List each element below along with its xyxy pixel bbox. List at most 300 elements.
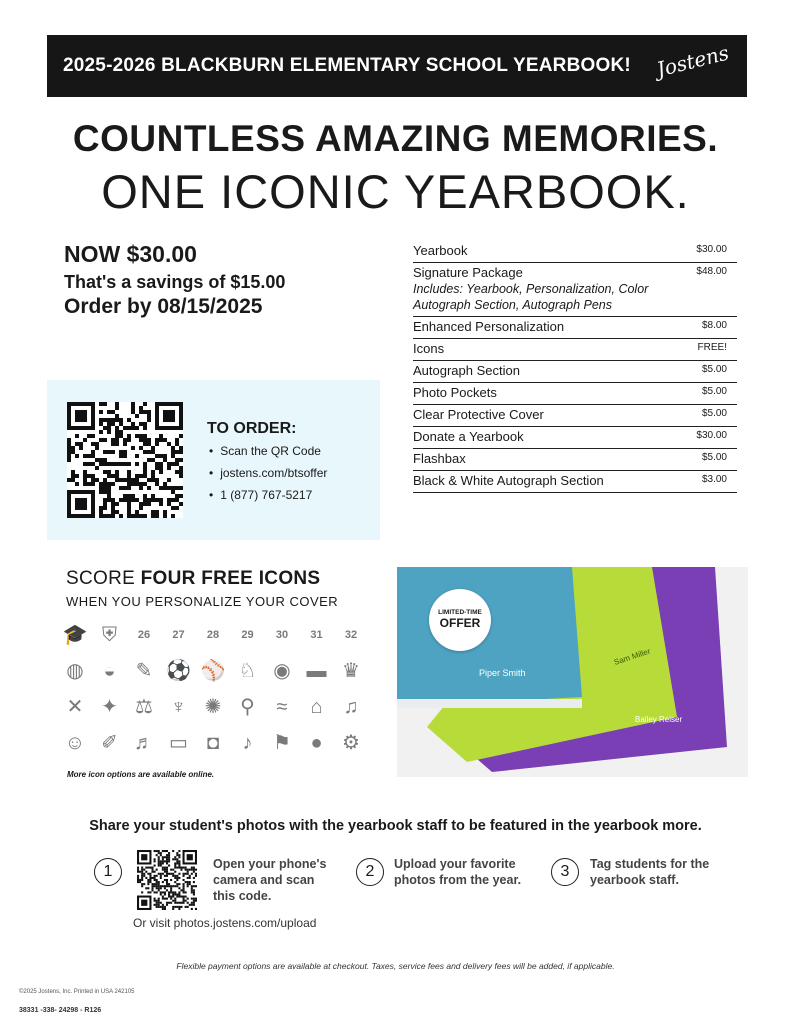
atv-icon: ⚙ <box>342 732 360 754</box>
qr-module <box>187 869 189 871</box>
qr-module <box>166 856 168 858</box>
qr-module <box>71 470 75 474</box>
qr-module <box>115 430 119 434</box>
order-qr-code[interactable] <box>67 402 183 518</box>
qr-module <box>87 454 91 458</box>
qr-module <box>95 466 99 470</box>
qr-module <box>162 881 164 883</box>
qr-module <box>159 462 163 466</box>
qr-module <box>131 482 135 486</box>
qr-module <box>185 867 187 869</box>
qr-module <box>170 898 172 900</box>
qr-module <box>127 434 131 438</box>
qr-module <box>163 458 167 462</box>
qr-module <box>91 450 95 454</box>
qr-module <box>180 896 182 898</box>
qr-module <box>164 867 166 869</box>
qr-module <box>135 514 139 518</box>
qr-module <box>176 854 178 856</box>
qr-module <box>147 478 151 482</box>
qr-module <box>187 883 189 885</box>
qr-module <box>87 482 91 486</box>
qr-module <box>141 885 143 887</box>
qr-module <box>162 862 164 864</box>
qr-module <box>168 896 170 898</box>
header-bar <box>47 35 747 97</box>
qr-module <box>187 854 193 860</box>
qr-module <box>195 908 197 910</box>
qr-module <box>91 434 95 438</box>
qr-module <box>79 446 83 450</box>
qr-module <box>185 891 187 893</box>
qr-module <box>185 906 187 908</box>
headline-primary: COUNTLESS AMAZING MEMORIES. <box>72 118 719 159</box>
step-3-text: Tag students for the yearbook staff. <box>590 857 710 887</box>
qr-module <box>99 482 103 486</box>
qr-module <box>171 498 175 502</box>
qr-module <box>143 494 147 498</box>
qr-module <box>155 514 159 518</box>
year-2031-icon: 31 <box>310 629 323 641</box>
qr-module <box>189 875 191 877</box>
qr-module <box>111 450 115 454</box>
price-row <box>413 427 737 449</box>
qr-module <box>160 860 162 862</box>
qr-module <box>160 873 162 875</box>
qr-module <box>99 418 103 422</box>
qr-module <box>135 482 139 486</box>
step-3-number: 3 <box>551 858 579 886</box>
qr-module <box>164 875 166 877</box>
qr-module <box>151 446 155 450</box>
camera-icon: ◘ <box>206 732 220 754</box>
qr-module <box>147 450 151 454</box>
qr-module <box>163 482 167 486</box>
qr-module <box>174 900 176 902</box>
icons-title-regular: SCORE <box>66 568 141 589</box>
upload-url[interactable]: Or visit photos.jostens.com/upload <box>133 916 317 930</box>
qr-module <box>164 906 166 908</box>
qr-module <box>154 858 156 860</box>
qr-module <box>127 418 131 422</box>
qr-module <box>154 900 156 902</box>
qr-module <box>141 877 143 879</box>
qr-module <box>158 883 160 885</box>
qr-module <box>155 466 159 470</box>
qr-module <box>99 422 103 426</box>
qr-module <box>187 873 189 875</box>
qr-module <box>158 906 160 908</box>
qr-module <box>176 885 178 887</box>
qr-module <box>107 422 111 426</box>
order-method-website[interactable]: • jostens.com/btsoffer <box>209 466 327 488</box>
qr-module <box>127 478 131 482</box>
qr-module <box>91 478 95 482</box>
qr-module <box>149 867 151 869</box>
qr-module <box>141 875 143 877</box>
qr-module <box>127 494 131 498</box>
qr-module <box>107 426 111 430</box>
price-item-price: $3.00 <box>701 474 727 485</box>
qr-module <box>149 891 151 893</box>
qr-module <box>175 462 179 466</box>
qr-module <box>127 510 131 514</box>
qr-module <box>159 502 163 506</box>
qr-module <box>159 438 163 442</box>
qr-module <box>141 871 143 873</box>
qr-module <box>176 877 178 879</box>
qr-module <box>151 474 155 478</box>
dumbbell-icon: ⚖ <box>135 696 153 718</box>
qr-module <box>107 430 111 434</box>
qr-module <box>119 430 123 434</box>
qr-module <box>185 873 187 875</box>
qr-module <box>158 900 160 902</box>
price-item-price: $48.00 <box>696 266 727 277</box>
year-2030-icon: 30 <box>275 629 289 641</box>
qr-module <box>160 862 162 864</box>
qr-module <box>149 877 151 879</box>
price-item-label: Signature Package <box>413 265 523 280</box>
qr-module <box>178 864 180 866</box>
book-name-2: Sam Miller <box>612 646 652 667</box>
qr-module <box>171 462 175 466</box>
qr-module <box>174 893 176 895</box>
qr-module <box>115 478 119 482</box>
qr-module <box>163 454 167 458</box>
qr-module <box>187 877 189 879</box>
qr-module <box>131 422 135 426</box>
paint-palette-icon: ✎ <box>135 660 153 682</box>
qr-module <box>166 885 168 887</box>
qr-module <box>79 442 83 446</box>
qr-module <box>115 474 119 478</box>
qr-module <box>167 498 171 502</box>
qr-module <box>178 867 180 869</box>
qr-module <box>171 506 175 510</box>
qr-module <box>107 514 111 518</box>
qr-module <box>180 906 182 908</box>
qr-module <box>139 514 143 518</box>
qr-module <box>164 893 166 895</box>
basketball-icon: ◍ <box>66 660 84 682</box>
qr-module <box>158 885 160 887</box>
qr-module <box>193 881 195 883</box>
music-notes-icon: ♫ <box>343 696 359 718</box>
qr-module <box>67 442 71 446</box>
qr-module <box>168 858 170 860</box>
qr-module <box>156 906 158 908</box>
qr-module <box>183 889 185 891</box>
qr-module <box>119 434 123 438</box>
qr-module <box>111 482 115 486</box>
qr-module <box>123 462 127 466</box>
qr-module <box>67 454 71 458</box>
qr-module <box>83 470 87 474</box>
qr-module <box>127 498 131 502</box>
year-2029-icon: 29 <box>241 629 254 641</box>
qr-module <box>158 904 160 906</box>
qr-module <box>111 474 115 478</box>
qr-module <box>111 422 115 426</box>
qr-module <box>156 879 158 881</box>
qr-module <box>71 474 75 478</box>
qr-module <box>137 881 139 883</box>
qr-module <box>195 885 197 887</box>
qr-module <box>135 510 139 514</box>
qr-module <box>166 867 168 869</box>
qr-module <box>170 889 172 891</box>
qr-module <box>135 498 139 502</box>
qr-module <box>143 498 147 502</box>
qr-module <box>185 900 187 902</box>
qr-module <box>193 893 195 895</box>
price-item-label: Icons <box>413 341 445 356</box>
qr-module <box>158 852 160 854</box>
qr-module <box>162 873 164 875</box>
qr-module <box>174 867 176 869</box>
qr-module <box>103 482 107 486</box>
qr-module <box>156 875 158 877</box>
qr-module <box>95 458 99 462</box>
qr-module <box>183 873 185 875</box>
qr-module <box>164 885 166 887</box>
art-supplies-icon: ✐ <box>101 732 118 754</box>
yearbook-title: 2025-2026 BLACKBURN ELEMENTARY SCHOOL YEARBOOK! <box>63 55 631 76</box>
qr-module <box>162 904 164 906</box>
qr-module <box>163 438 167 442</box>
qr-module <box>115 414 119 418</box>
qr-module <box>162 850 164 852</box>
to-order-title: TO ORDER: <box>207 420 297 437</box>
price-row <box>413 383 737 405</box>
qr-module <box>166 871 168 873</box>
qr-module <box>123 426 127 430</box>
qr-module <box>166 875 168 877</box>
qr-module <box>176 893 178 895</box>
qr-module <box>119 498 123 502</box>
qr-module <box>75 498 87 510</box>
qr-module <box>103 490 107 494</box>
qr-module <box>139 881 141 883</box>
qr-module <box>172 850 174 852</box>
qr-module <box>115 438 119 442</box>
qr-module <box>67 438 71 442</box>
qr-module <box>162 898 164 900</box>
qr-module <box>107 450 111 454</box>
qr-module <box>175 450 179 454</box>
qr-module <box>131 498 135 502</box>
qr-module <box>95 446 99 450</box>
price-item-price: $30.00 <box>696 244 727 255</box>
soccer-ball-icon: ⚽ <box>166 660 191 682</box>
step-2-number: 2 <box>356 858 384 886</box>
qr-module <box>178 902 180 904</box>
qr-module <box>123 454 127 458</box>
qr-module <box>166 858 168 860</box>
share-qr-code[interactable] <box>137 850 197 910</box>
qr-module <box>155 478 159 482</box>
qr-module <box>127 470 131 474</box>
qr-module <box>183 867 185 869</box>
qr-module <box>119 462 123 466</box>
qr-module <box>183 900 185 902</box>
qr-module <box>185 881 187 883</box>
qr-module <box>187 898 189 900</box>
qr-module <box>162 867 164 869</box>
qr-module <box>139 422 143 426</box>
qr-module <box>159 470 163 474</box>
qr-module <box>175 438 179 442</box>
qr-module <box>180 867 182 869</box>
qr-module <box>151 877 153 879</box>
qr-module <box>160 875 162 877</box>
qr-module <box>178 862 180 864</box>
price-item-label: Photo Pockets <box>413 385 497 400</box>
qr-module <box>103 486 107 490</box>
qr-module <box>175 498 179 502</box>
price-list <box>413 241 737 493</box>
qr-module <box>141 879 143 881</box>
qr-module <box>189 869 191 871</box>
qr-module <box>145 871 147 873</box>
qr-module <box>172 873 174 875</box>
qr-module <box>149 873 151 875</box>
qr-module <box>147 498 151 502</box>
qr-module <box>119 514 123 518</box>
qr-module <box>191 891 193 893</box>
print-code: 38331 -338- 24298 - R126 <box>19 1007 102 1014</box>
qr-module <box>83 474 87 478</box>
qr-module <box>151 867 153 869</box>
badge-line-2: OFFER <box>439 616 481 630</box>
qr-module <box>139 871 141 873</box>
year-2026-icon: 26 <box>137 629 151 641</box>
price-item-label: Donate a Yearbook <box>413 429 524 444</box>
qr-module <box>178 860 180 862</box>
qr-module <box>174 871 176 873</box>
qr-module <box>193 891 195 893</box>
qr-module <box>183 879 185 881</box>
price-item-label: Autograph Section <box>413 363 520 378</box>
qr-module <box>115 418 119 422</box>
qr-module <box>139 446 143 450</box>
qr-module <box>154 883 156 885</box>
qr-module <box>141 869 143 871</box>
qr-module <box>135 462 139 466</box>
qr-module <box>75 442 79 446</box>
football-helmet-icon: ◒ <box>103 660 116 682</box>
qr-module <box>147 873 149 875</box>
qr-module <box>191 904 193 906</box>
qr-module <box>155 498 159 502</box>
qr-module <box>172 885 174 887</box>
qr-module <box>168 864 170 866</box>
qr-module <box>166 889 168 891</box>
qr-module <box>170 873 172 875</box>
qr-module <box>137 867 139 869</box>
qr-module <box>143 426 147 430</box>
dancer-icon: ♆ <box>171 696 186 718</box>
qr-module <box>191 902 193 904</box>
qr-module <box>115 510 119 514</box>
qr-module <box>123 438 127 442</box>
qr-module <box>180 902 182 904</box>
qr-module <box>119 450 123 454</box>
qr-module <box>179 474 183 478</box>
skateboarder-icon: ⚑ <box>273 732 291 754</box>
qr-module <box>67 446 71 450</box>
qr-module <box>119 418 123 422</box>
qr-module <box>160 893 162 895</box>
qr-module <box>149 881 151 883</box>
qr-module <box>145 877 147 879</box>
order-panel <box>47 380 380 540</box>
qr-module <box>162 856 164 858</box>
qr-module <box>176 906 178 908</box>
volleyball-icon: ◉ <box>273 660 291 682</box>
qr-module <box>191 887 193 889</box>
qr-module <box>87 474 91 478</box>
hockey-sticks-icon: ✕ <box>66 696 84 718</box>
qr-module <box>135 478 139 482</box>
qr-module <box>178 906 180 908</box>
qr-module <box>103 506 107 510</box>
qr-module <box>143 462 147 466</box>
year-2032-icon: 32 <box>344 629 358 641</box>
qr-module <box>168 873 170 875</box>
order-method-phone[interactable]: • 1 (877) 767-5217 <box>209 488 327 510</box>
qr-module <box>183 891 185 893</box>
qr-module <box>99 402 103 406</box>
qr-module <box>151 510 155 514</box>
qr-module <box>147 887 149 889</box>
qr-module <box>176 862 178 864</box>
qr-module <box>170 887 172 889</box>
qr-module <box>175 506 179 510</box>
qr-module <box>183 883 185 885</box>
qr-module <box>183 902 185 904</box>
qr-module <box>135 426 139 430</box>
qr-module <box>193 869 195 871</box>
price-item-label: Clear Protective Cover <box>413 407 544 422</box>
qr-module <box>159 498 163 502</box>
price-item-label: Yearbook <box>413 243 468 258</box>
qr-module <box>119 478 123 482</box>
qr-module <box>156 854 158 856</box>
qr-module <box>111 438 115 442</box>
qr-module <box>176 883 178 885</box>
qr-module <box>103 470 107 474</box>
qr-module <box>141 900 147 906</box>
qr-module <box>149 875 151 877</box>
step-1-number: 1 <box>94 858 122 886</box>
qr-module <box>99 430 103 434</box>
qr-module <box>193 898 195 900</box>
qr-module <box>143 883 145 885</box>
wrestlers-icon: ♛ <box>342 660 360 682</box>
qr-module <box>139 474 143 478</box>
qr-module <box>75 474 79 478</box>
price-row <box>413 241 737 263</box>
qr-module <box>151 514 155 518</box>
qr-module <box>107 418 111 422</box>
qr-module <box>178 850 180 852</box>
qr-module <box>99 510 103 514</box>
qr-module <box>139 482 143 486</box>
qr-module <box>107 494 111 498</box>
qr-module <box>154 875 156 877</box>
